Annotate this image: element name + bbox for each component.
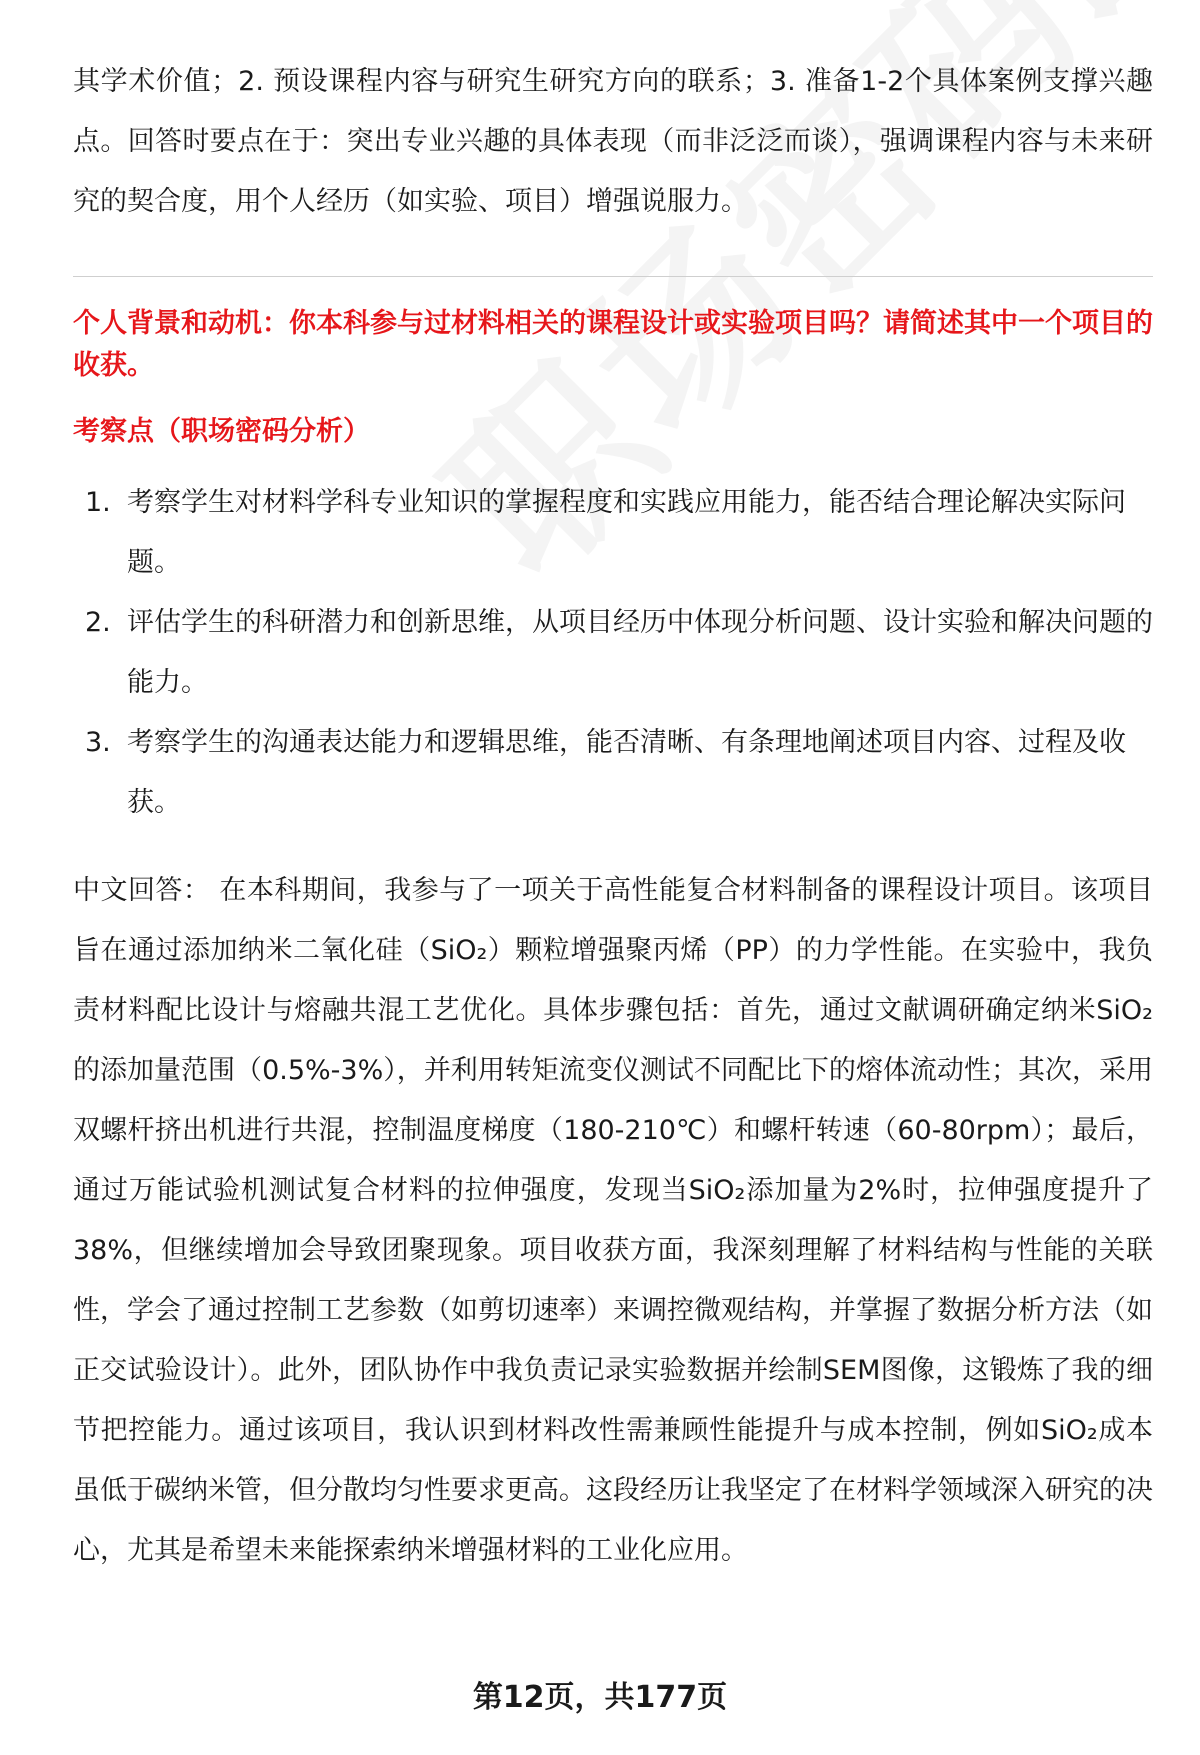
section-divider (73, 276, 1153, 277)
list-item-number: 1. (85, 487, 111, 518)
question-heading: 个人背景和动机：你本科参与过材料相关的课程设计或实验项目吗？请简述其中一个项目的收获。 (73, 308, 1153, 381)
list-item (73, 713, 1153, 833)
page-content (73, 52, 1153, 1581)
list-item-number: 3. (85, 727, 111, 758)
answer-paragraph: 中文回答： 在本科期间，我参与了一项关于高性能复合材料制备的课程设计项目。该项目旨在通过添加纳米二氧化硅（SiO₂）颗粒增强聚丙烯（PP）的力学性能。在实验中，我负责材料配比设计与熔融共混工艺优化。具体步骤包括：首先，通过文献调研确定纳米SiO₂的添加量范围（0.5%-3%），并利用转矩流变仪测试不同配比下的熔体流动性；其次，采用双螺杆挤出机进行共混，控制温度梯度（180-210℃）和螺杆转速（60-80rpm）；最后，通过万能试验机测试复合材料的拉伸强度，发现当SiO₂添加量为2%时，拉伸强度提升了38%，但继续增加会导致团聚现象。项目收获方面，我深刻理解了材料结构与性能的关联性，学会了通过控制工艺参数（如剪切速率）来调控微观结构，并掌握了数据分析方法（如正交试验设计）。此外，团队协作中我负责记录实验数据并绘制SEM图像，这锻炼了我的细节把控能力。通过该项目，我认识到材料改性需兼顾性能提升与成本控制，例如SiO₂成本虽低于碳纳米管，但分散均匀性要求更高。这段经历让我坚定了在材料学领域深入研究的决心，尤其是希望未来能探索纳米增强材料的工业化应用。 (73, 875, 1153, 1566)
list-item (73, 593, 1153, 713)
analysis-points-list (73, 473, 1153, 833)
list-item-number: 2. (85, 607, 111, 638)
analysis-section-title: 考察点（职场密码分析） (73, 416, 370, 447)
list-item-text: 考察学生对材料学科专业知识的掌握程度和实践应用能力，能否结合理论解决实际问题。 (127, 487, 1126, 578)
page-number: 第12页，共177页 (472, 1680, 728, 1715)
list-item (73, 473, 1153, 593)
intro-paragraph: 其学术价值；2. 预设课程内容与研究生研究方向的联系；3. 准备1-2个具体案例支撑兴趣点。回答时要点在于：突出专业兴趣的具体表现（而非泛泛而谈），强调课程内容与未来研究的契合度，用个人经历（如实验、项目）增强说服力。 (73, 66, 1153, 217)
list-item-text: 评估学生的科研潜力和创新思维，从项目经历中体现分析问题、设计实验和解决问题的能力。 (127, 607, 1153, 698)
list-item-text: 考察学生的沟通表达能力和逻辑思维，能否清晰、有条理地阐述项目内容、过程及收获。 (127, 727, 1126, 818)
